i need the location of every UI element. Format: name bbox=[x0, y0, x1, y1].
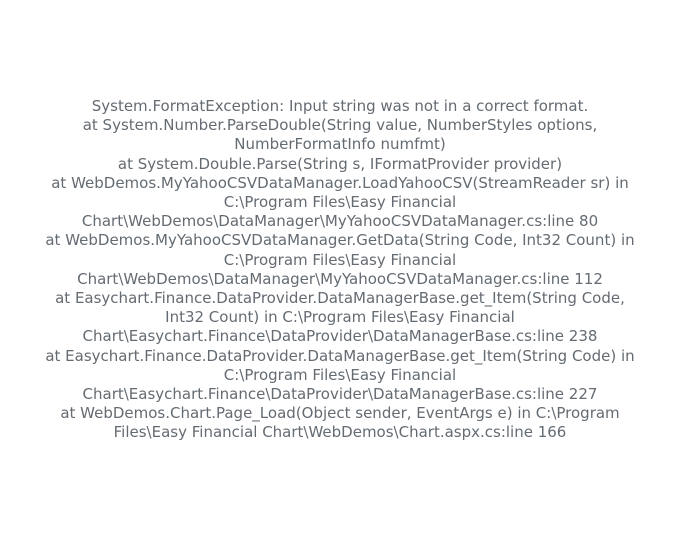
stacktrace-line: Chart\WebDemos\DataManager\MyYahooCSVDataManager.cs:line 80 bbox=[81, 212, 599, 231]
stacktrace-line: at System.Number.ParseDouble(String value, NumberStyles options, bbox=[82, 116, 598, 135]
stacktrace-line: at WebDemos.MyYahooCSVDataManager.GetData(String Code, Int32 Count) in bbox=[45, 231, 635, 250]
stacktrace-line: C:\Program Files\Easy Financial bbox=[223, 250, 457, 269]
stacktrace-line: C:\Program Files\Easy Financial bbox=[223, 193, 457, 212]
exception-stack-trace bbox=[10, 0, 670, 443]
stacktrace-line: C:\Program Files\Easy Financial bbox=[223, 365, 457, 384]
stacktrace-line: Chart\Easychart.Finance\DataProvider\DataManagerBase.cs:line 227 bbox=[82, 385, 598, 404]
stacktrace-line: System.FormatException: Input string was not in a correct format. bbox=[91, 97, 589, 115]
stacktrace-line: at WebDemos.Chart.Page_Load(Object sender, EventArgs e) in C:\Program bbox=[60, 404, 620, 423]
stacktrace-line: Int32 Count) in C:\Program Files\Easy Financial bbox=[165, 308, 515, 327]
stacktrace-line: Chart\WebDemos\DataManager\MyYahooCSVDataManager.cs:line 112 bbox=[77, 269, 603, 288]
stacktrace-line: at System.Double.Parse(String s, IFormatProvider provider) bbox=[117, 154, 563, 173]
stacktrace-line: Chart\Easychart.Finance\DataProvider\DataManagerBase.cs:line 238 bbox=[82, 327, 598, 346]
stacktrace-line: at WebDemos.MyYahooCSVDataManager.LoadYahooCSV(StreamReader sr) in bbox=[51, 173, 629, 192]
stacktrace-line: at Easychart.Finance.DataProvider.DataManagerBase.get_Item(String Code, bbox=[55, 289, 625, 308]
stacktrace-line: at Easychart.Finance.DataProvider.DataManagerBase.get_Item(String Code) in bbox=[45, 346, 635, 365]
stacktrace-line: Files\Easy Financial Chart\WebDemos\Chart.aspx.cs:line 166 bbox=[113, 423, 567, 442]
stacktrace-line: NumberFormatInfo numfmt) bbox=[234, 135, 446, 154]
